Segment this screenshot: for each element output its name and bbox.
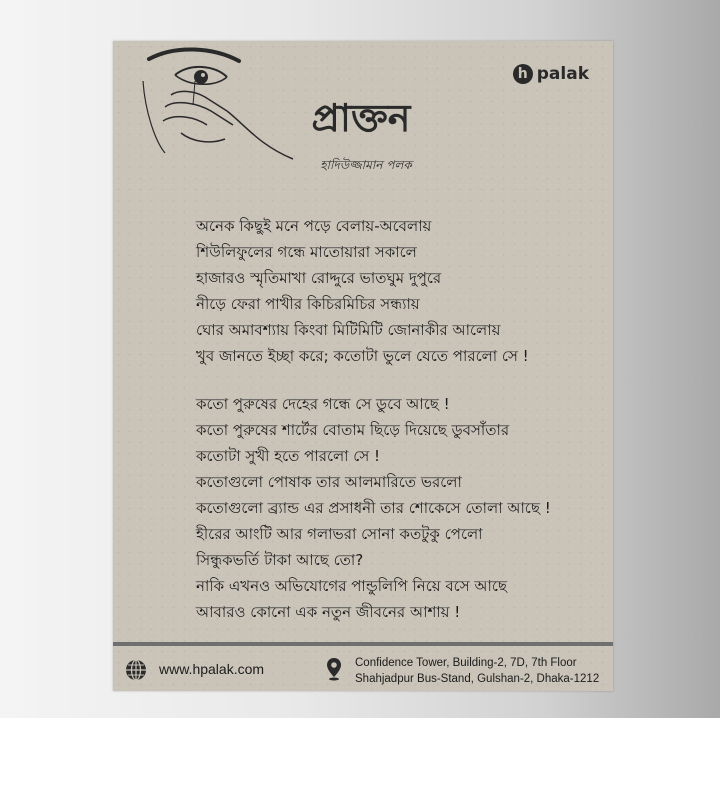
poem-line: নীড়ে ফেরা পাখীর কিচিরমিচির সন্ধ্যায় [196, 295, 420, 313]
poem-line: সিন্ধুকভর্তি টাকা আছে তো? [196, 551, 364, 569]
poem-title: প্রাক্তন [311, 95, 411, 140]
poem-line: অনেক কিছুই মনে পড়ে বেলায়-অবেলায় [196, 217, 432, 235]
address-line-1: Confidence Tower, Building-2, 7D, 7th Floor [355, 657, 577, 669]
website-link[interactable]: www.hpalak.com [159, 661, 265, 677]
address [355, 655, 599, 687]
poem-card [113, 41, 613, 691]
poem-line: কতোগুলো পোষাক তার আলমারিতে ভরলো [196, 473, 462, 491]
poem-author: হাদিউজ্জামান পলক [320, 158, 412, 172]
logo-mark: h [513, 64, 533, 84]
footer [113, 651, 613, 689]
poem-line: হীরের আংটি আর গলাভরা সোনা কতটুকু পেলো [196, 525, 483, 543]
poem-line: হাজারও স্মৃতিমাখা রোদ্দুরে ভাতঘুম দুপুরে [196, 269, 442, 287]
poem-line: খুব জানতে ইচ্ছা করে; কতোটা ভুলে যেতে পারলো সে ! [196, 347, 529, 365]
poem-line: কতোটা সুখী হতে পারলো সে ! [196, 447, 381, 465]
poem-line: কতো পুরুষের দেহের গন্ধে সে ডুবে আছে ! [196, 395, 450, 413]
poem-line: কতোগুলো ব্র্যান্ড এর প্রসাধনী তার শোকেসে তোলা আছে ! [196, 499, 551, 517]
poem-line: নাকি এখনও অভিযোগের পান্ডুলিপি নিয়ে বসে আছে [196, 577, 507, 595]
location-pin-icon [326, 657, 342, 681]
footer-divider [113, 642, 613, 646]
stanza-1 [196, 213, 606, 369]
poem-line: শিউলিফুলের গন্ধে মাতোয়ারা সকালে [196, 243, 417, 261]
face-illustration-icon [135, 41, 295, 171]
poem-line: ঘোর অমাবশ্যায় কিংবা মিটিমিটি জোনাকীর আলোয় [196, 321, 501, 339]
stanza-2 [196, 391, 606, 625]
poem-line: আবারও কোনো এক নতুন জীবনের আশায় ! [196, 603, 461, 621]
address-line-2: Shahjadpur Bus-Stand, Gulshan-2, Dhaka-1212 [355, 673, 600, 685]
logo-text: palak [536, 64, 589, 84]
brand-logo [513, 61, 589, 87]
poem-line: কতো পুরুষের শার্টের বোতাম ছিড়ে দিয়েছে ডুবসাঁতার [196, 421, 510, 439]
poem-body [196, 213, 606, 647]
globe-icon [125, 659, 147, 681]
